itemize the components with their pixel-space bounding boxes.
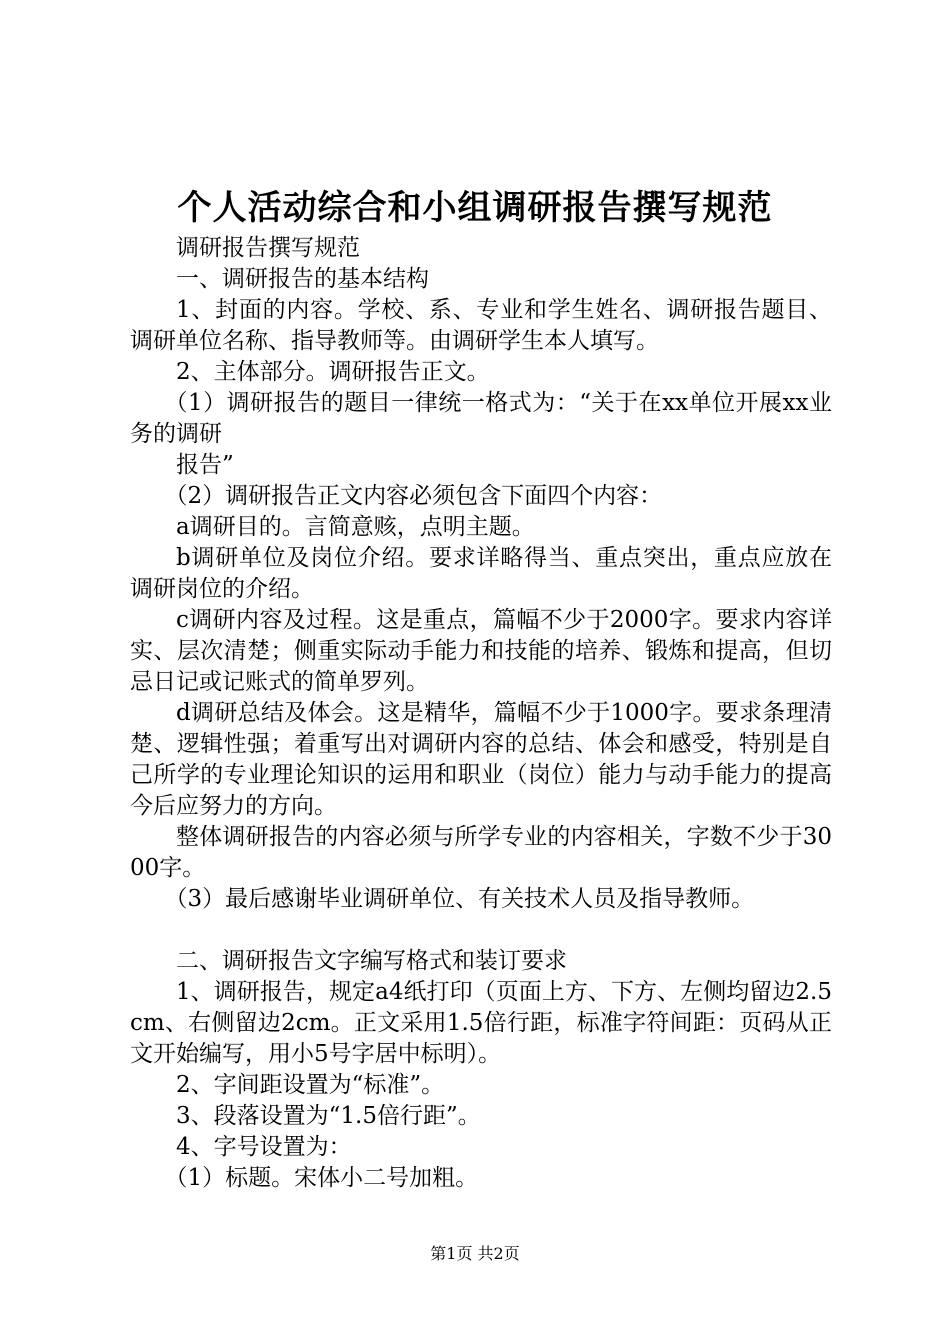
blank-line [130, 915, 832, 946]
paragraph: 1、封面的内容。学校、系、专业和学生姓名、调研报告题目、调研单位名称、指导教师等。由调研学生本人填写。 [130, 297, 832, 354]
paragraph: 2、字间距设置为“标准”。 [176, 1072, 445, 1098]
paragraph: b调研单位及岗位介绍。要求详略得当、重点突出，重点应放在调研岗位的介绍。 [130, 545, 832, 602]
section-heading: 一、调研报告的基本结构 [176, 266, 429, 292]
paragraph: （2）调研报告正文内容必须包含下面四个内容： [164, 483, 663, 509]
paragraph: 整体调研报告的内容必须与所学专业的内容相关，字数不少于3000字。 [130, 824, 832, 881]
document-title: 个人活动综合和小组调研报告撰写规范 [177, 188, 773, 228]
paragraph: （1）调研报告的题目一律统一格式为：“关于在xx单位开展xx业务的调研 [130, 390, 832, 447]
paragraph: 3、段落设置为“1.5倍行距”。 [176, 1103, 481, 1129]
paragraph: 1、调研报告，规定a4纸打印（页面上方、下方、左侧均留边2.5cm、右侧留边2cm。正文采用1.5倍行距，标准字符间距：页码从正文开始编写，用小5号字居中标明）。 [130, 979, 832, 1067]
paragraph: c调研内容及过程。这是重点，篇幅不少于2000字。要求内容详实、层次清楚；侧重实际动手能力和技能的培养、锻炼和提高，但切忌日记或记账式的简单罗列。 [130, 607, 832, 695]
paragraph: 4、字号设置为： [176, 1134, 352, 1160]
paragraph: 2、主体部分。调研报告正文。 [176, 359, 490, 385]
paragraph: （3）最后感谢毕业调研单位、有关技术人员及指导教师。 [164, 886, 755, 912]
paragraph: （1）标题。宋体小二号加粗。 [164, 1165, 479, 1191]
paragraph: a调研目的。言简意赅，点明主题。 [176, 514, 535, 540]
paragraph: d调研总结及体会。这是精华，篇幅不少于1000字。要求条理清楚、逻辑性强；着重写出对调研内容的总结、体会和感受，特别是自己所学的专业理论知识的运用和职业（岗位）能力与动手能力的提高今后应努力的方向。 [130, 700, 832, 819]
section-heading: 二、调研报告文字编写格式和装订要求 [176, 948, 567, 974]
paragraph: 调研报告撰写规范 [176, 235, 360, 261]
page-number: 第1页 共2页 [430, 1244, 520, 1263]
paragraph: 报告” [176, 452, 234, 478]
document-body [130, 233, 832, 1194]
